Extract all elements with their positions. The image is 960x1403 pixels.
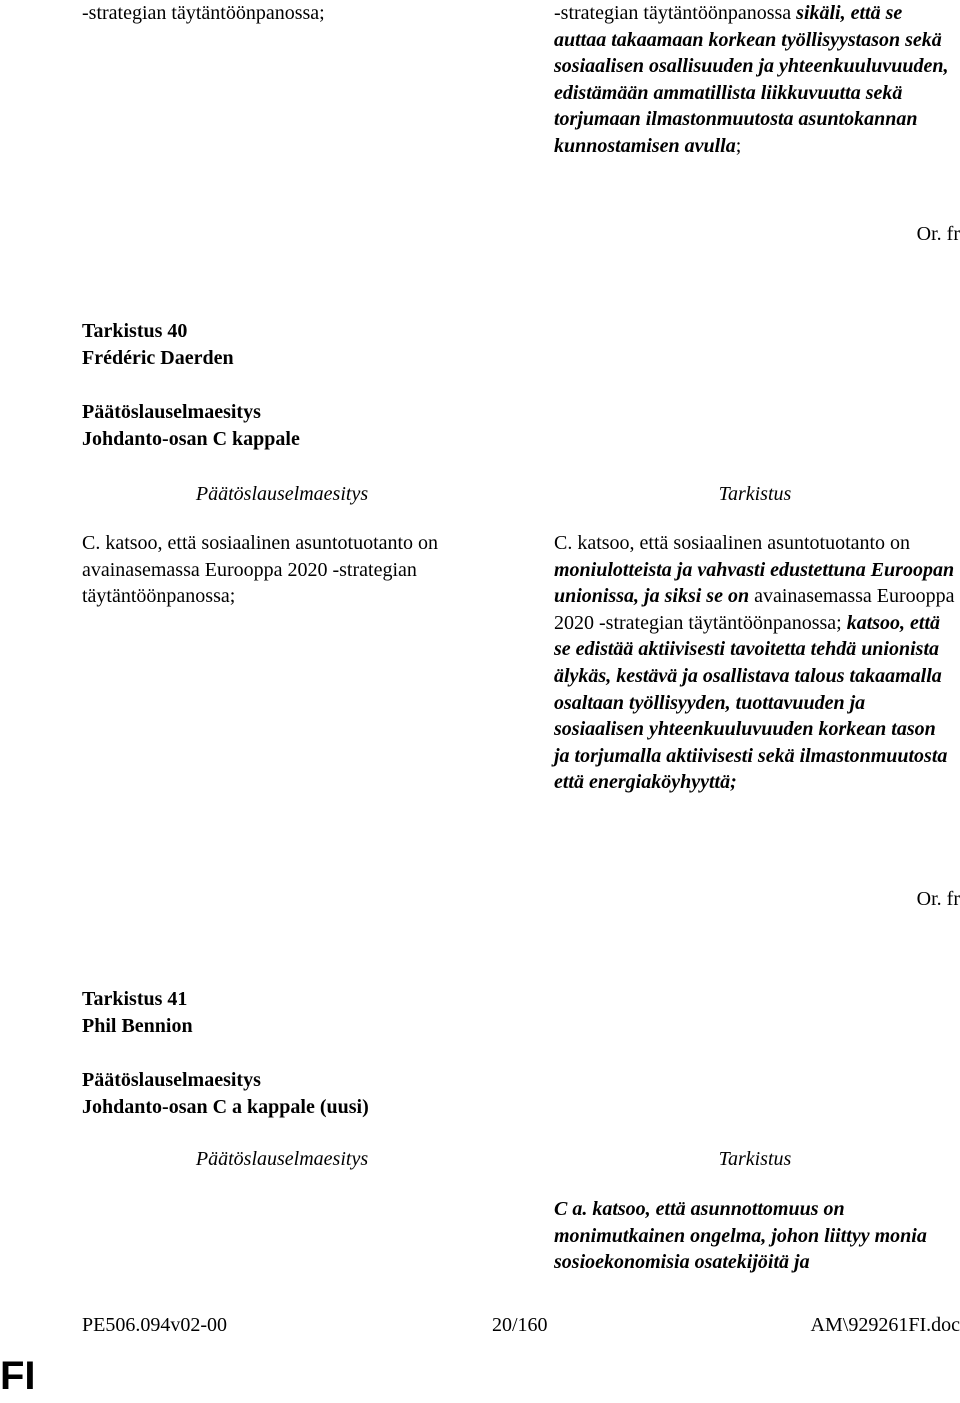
text-run: -strategian täytäntöönpanossa bbox=[554, 2, 797, 24]
footer-page-number: 20/160 bbox=[492, 1314, 548, 1336]
amendment-location: Johdanto-osan C kappale bbox=[82, 428, 300, 450]
inserted-text: moniulotteista ja vahvasti edustettuna Euroopan unionissa, ja siksi se on bbox=[554, 558, 955, 608]
inserted-text: sikäli, että se auttaa takaamaan korkean työllisyystason sekä sosiaalisen osallisuuden ja yhteenkuuluvuuden, edistämään ammatillista liikkuvuutta sekä torjumaan ilmastonmuutosta asuntokannan kunnostamisen avulla bbox=[554, 2, 949, 157]
text-run: avainasemassa Eurooppa 2020 -strategian täytäntöönpanossa; bbox=[554, 585, 955, 634]
footer-reference: PE506.094v02-00 bbox=[82, 1314, 227, 1336]
amendment-text bbox=[554, 1196, 956, 1276]
document-type: Päätöslauselmaesitys bbox=[82, 1069, 261, 1091]
text-run: C. katsoo, että sosiaalinen asuntotuotanto on bbox=[554, 532, 911, 554]
column-heading-amendment: Tarkistus bbox=[718, 1148, 792, 1170]
amendment-author: Frédéric Daerden bbox=[82, 347, 234, 369]
original-language-note: Or. fr bbox=[916, 223, 960, 245]
column-heading-amendment: Tarkistus bbox=[718, 483, 792, 505]
amendment-author: Phil Bennion bbox=[82, 1015, 193, 1037]
footer-filename: AM\929261FI.doc bbox=[810, 1314, 960, 1336]
amendment-number: Tarkistus 40 bbox=[82, 320, 188, 342]
inserted-text: katsoo, että se edistää aktiivisesti tavoitetta tehdä unionista älykäs, kestävä ja osallistava talous takaamalla osaltaan työllisyyden, tuottavuuden ja sosiaalisen yhteenkuuluvuuden korkean tason ja torjumalla aktiivisesti sekä ilmastonmuutosta että energiaköyhyyttä; bbox=[554, 611, 948, 794]
column-heading-motion: Päätöslauselmaesitys bbox=[195, 1148, 369, 1170]
column-heading-motion: Päätöslauselmaesitys bbox=[195, 483, 369, 505]
document-type: Päätöslauselmaesitys bbox=[82, 401, 261, 423]
original-language-note: Or. fr bbox=[916, 888, 960, 910]
amendment-number: Tarkistus 41 bbox=[82, 988, 188, 1010]
top-right-text bbox=[554, 0, 956, 160]
language-code: FI bbox=[0, 1354, 36, 1398]
text-run: ; bbox=[735, 134, 742, 157]
motion-text: C. katsoo, että sosiaalinen asuntotuotanto on avainasemassa Eurooppa 2020 -strategian täytäntöönpanossa; bbox=[82, 532, 439, 608]
amendment-text bbox=[554, 530, 956, 796]
inserted-text: C a. katsoo, että asunnottomuus on monimutkainen ongelma, johon liittyy monia sosioekonomisia osatekijöitä ja bbox=[554, 1198, 927, 1274]
top-left-text: -strategian täytäntöönpanossa; bbox=[82, 2, 325, 24]
amendment-location: Johdanto-osan C a kappale (uusi) bbox=[82, 1096, 369, 1118]
